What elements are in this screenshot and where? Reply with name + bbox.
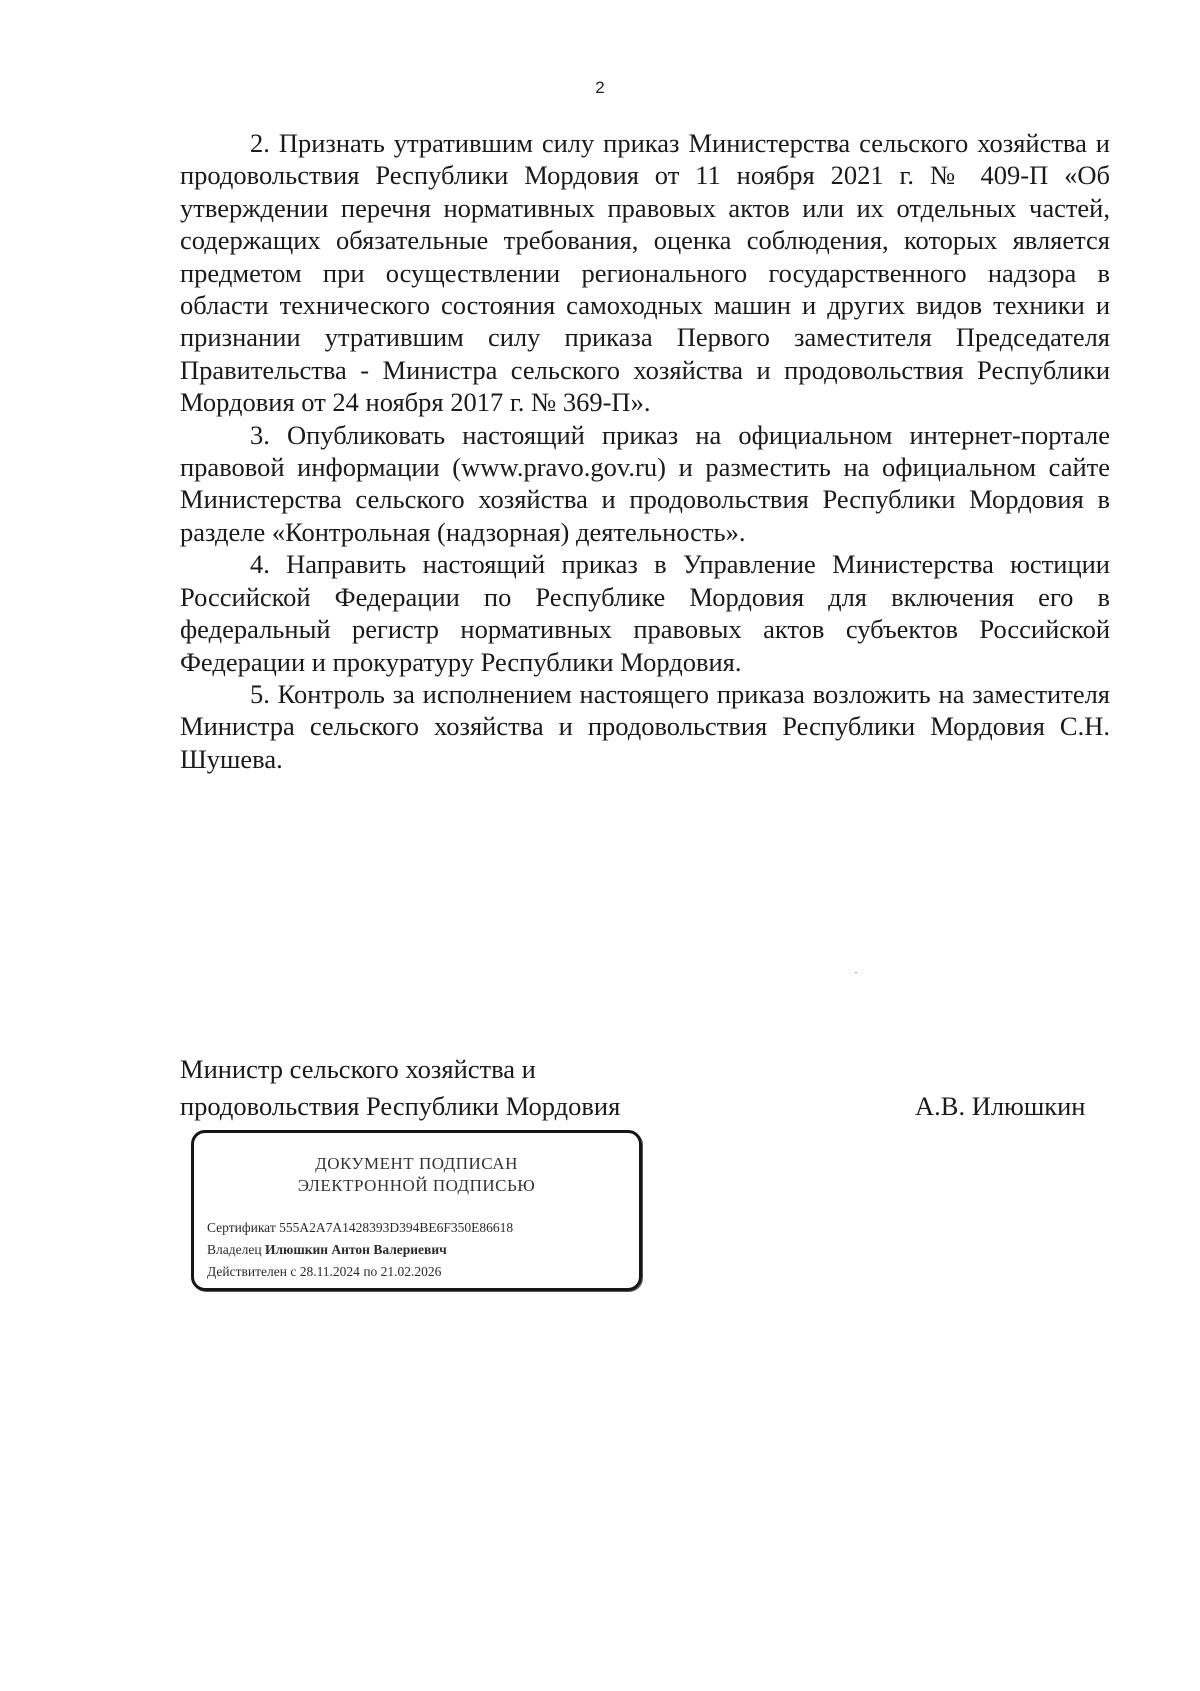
page-number: 2 [595,78,605,97]
stamp-heading-line-1: ДОКУМЕНТ ПОДПИСАН [315,1154,518,1173]
stamp-certificate-row [207,1217,513,1239]
paragraph-item-2: 2. Признать утратившим силу приказ Министерства сельского хозяйства и продовольствия Республики Мордовия от 11 ноября 2021 г. № 409-П «Об утверждении перечня нормативных правовых актов или их отдельных частей, содержащих обязательные требования, оценка соблюдения, которых является предметом при осуществлении регионального государственного надзора в области технического состояния самоходных машин и других видов техники и признании утратившим силу приказа Первого заместителя Председателя Правительства - Министра сельского хозяйства и продовольствия Республики Мордовия от 24 ноября 2017 г. № 369-П». [180,128,1110,418]
signatory-position-line-1: Министр сельского хозяйства и [180,1054,536,1084]
paragraph-item-3: 3. Опубликовать настоящий приказ на официальном интернет-портале правовой информации (www.pravo.gov.ru) и разместить на официальном сайте Министерства сельского хозяйства и продовольствия Республики Мордовия в разделе «Контрольная (надзорная) деятельность». [180,419,1110,547]
stamp-valid-from: 28.11.2024 [299,1264,360,1279]
stamp-certificate-label: Сертификат [207,1220,276,1235]
stamp-details [207,1217,513,1283]
stamp-heading [194,1153,639,1197]
stamp-owner-value: Илюшкин Антон Валериевич [264,1242,447,1257]
stamp-owner-label: Владелец [207,1242,262,1257]
paragraph-item-4: 4. Направить настоящий приказ в Управление Министерства юстиции Российской Федерации по Республике Мордовия для включения его в федеральный регистр нормативных правовых актов субъектов Российской Федерации и прокуратуру Республики Мордовия. [180,549,1110,677]
stamp-heading-line-2: ЭЛЕКТРОННОЙ ПОДПИСЬЮ [297,1176,536,1195]
stamp-certificate-value: 555A2A7A1428393D394BE6F350E86618 [279,1220,514,1235]
stamp-owner-row [207,1239,513,1261]
stamp-valid-from-prefix: с [290,1264,297,1279]
stamp-valid-to: 21.02.2026 [380,1264,442,1279]
stamp-valid-to-prefix: по [363,1264,378,1279]
signatory-name: А.В. Илюшкин [915,1091,1086,1121]
stamp-valid-label: Действителен [207,1264,287,1279]
order-body [180,127,1110,775]
signatory-position [180,1051,700,1125]
scan-speck [855,972,857,973]
stamp-validity-row [207,1261,513,1283]
paragraph-item-5: 5. Контроль за исполнением настоящего приказа возложить на заместителя Министра сельского хозяйства и продовольствия Республики Мордовия С.Н. Шушева. [180,678,1110,774]
signatory-position-line-2: продовольствия Республики Мордовия [180,1091,621,1121]
electronic-signature-stamp [191,1130,642,1291]
